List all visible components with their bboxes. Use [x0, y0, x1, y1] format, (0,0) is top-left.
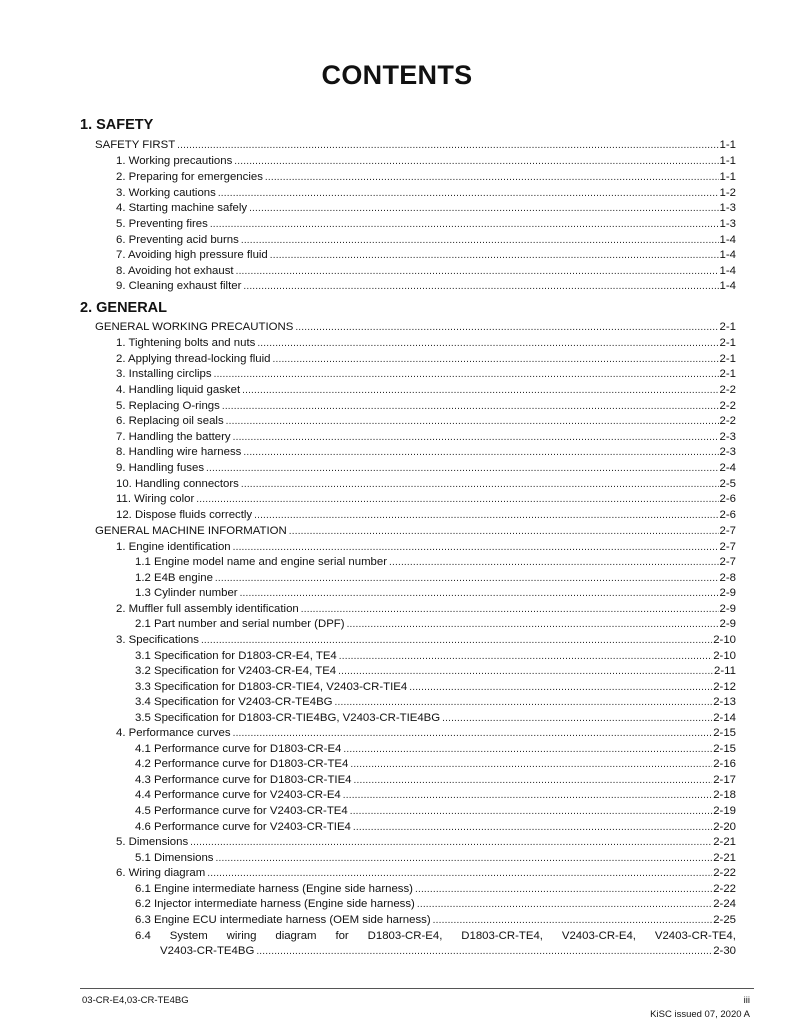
- toc-entry-label: 10. Handling connectors: [116, 478, 239, 490]
- toc-entry-page: 2-25: [713, 914, 736, 926]
- toc-entry-label: 3. Specifications: [116, 634, 199, 646]
- footer-page-number: iii: [743, 995, 750, 1006]
- toc-entry-page: 2-11: [714, 665, 736, 677]
- footer-issued: KiSC issued 07, 2020 A: [650, 1009, 750, 1020]
- dot-leader: [242, 383, 718, 398]
- toc-entry-label: 1. Working precautions: [116, 155, 233, 167]
- toc-entry-page: 2-2: [719, 384, 736, 396]
- dot-leader: [273, 352, 719, 367]
- toc-entry[interactable]: [135, 571, 736, 586]
- toc-entry-label: GENERAL MACHINE INFORMATION: [95, 525, 287, 537]
- toc-entry[interactable]: [135, 804, 736, 819]
- dot-leader: [409, 680, 712, 695]
- toc-entry-label: 3.3 Specification for D1803-CR-TIE4, V2403-CR-TIE4: [135, 681, 408, 693]
- toc-entry[interactable]: [116, 602, 736, 617]
- toc-entry[interactable]: [116, 461, 736, 476]
- toc-entry[interactable]: [116, 540, 736, 555]
- toc-entry-page: 2-1: [719, 368, 736, 380]
- toc-entry-page: 2-12: [713, 681, 736, 693]
- toc-entry[interactable]: [135, 788, 736, 803]
- dot-leader: [240, 586, 719, 601]
- toc-entry[interactable]: [116, 835, 736, 850]
- toc-entry[interactable]: [135, 680, 736, 695]
- toc-entry-page: 1-1: [719, 155, 736, 167]
- dot-leader: [295, 320, 718, 335]
- dot-leader: [216, 851, 713, 866]
- dot-leader: [347, 617, 719, 632]
- toc-entry-label: 4.6 Performance curve for V2403-CR-TIE4: [135, 821, 351, 833]
- toc-entry-page: 2-20: [713, 821, 736, 833]
- toc-entry-label: 4. Starting machine safely: [116, 202, 248, 214]
- page-title: CONTENTS: [321, 60, 473, 90]
- toc-word: wiring: [226, 930, 257, 942]
- toc-entry-page: 1-3: [719, 218, 736, 230]
- dot-leader: [249, 201, 718, 216]
- toc-entry[interactable]: [135, 851, 736, 866]
- toc-entry[interactable]: [116, 264, 736, 279]
- toc-word: V2403-CR-TE4,: [654, 930, 736, 942]
- toc-entry-label: 5. Replacing O-rings: [116, 400, 220, 412]
- toc-entry-page: 2-19: [713, 805, 736, 817]
- toc-entry-label: 4.4 Performance curve for V2403-CR-E4: [135, 789, 341, 801]
- dot-leader: [335, 695, 713, 710]
- dot-leader: [270, 248, 719, 263]
- dot-leader: [289, 524, 719, 539]
- dot-leader: [236, 264, 719, 279]
- toc-entry-label: 3. Working cautions: [116, 187, 216, 199]
- toc-entry-label: 6.2 Injector intermediate harness (Engine side harness): [135, 898, 415, 910]
- toc-entry-page: 2-16: [713, 758, 736, 770]
- toc-entry-label: 5.1 Dimensions: [135, 852, 214, 864]
- toc-entry[interactable]: [135, 711, 736, 726]
- toc-entry[interactable]: [116, 352, 736, 367]
- toc-entry-label: 2. Applying thread-locking fluid: [116, 353, 271, 365]
- toc-entry-page: 2-18: [713, 789, 736, 801]
- toc-word: D1803-CR-TE4,: [461, 930, 543, 942]
- toc-entry-page: 1-4: [719, 265, 736, 277]
- toc-entry-label: 2. Preparing for emergencies: [116, 171, 263, 183]
- section-heading-safety: 1. SAFETY: [80, 117, 154, 133]
- toc-entry-label: 8. Avoiding hot exhaust: [116, 265, 234, 277]
- toc-entry-page: 2-5: [719, 478, 736, 490]
- toc-entry-page: 2-9: [719, 618, 736, 630]
- toc-entry-page: 2-24: [713, 898, 736, 910]
- toc-entry-page: 2-9: [719, 603, 736, 615]
- toc-entry-page: 2-10: [713, 634, 736, 646]
- dot-leader: [265, 170, 719, 185]
- toc-entry[interactable]: [116, 383, 736, 398]
- dot-leader: [254, 508, 718, 523]
- dot-leader: [196, 492, 718, 507]
- toc-entry-page: 2-30: [713, 945, 736, 957]
- toc-entry[interactable]: [95, 138, 736, 153]
- toc-entry[interactable]: [135, 617, 736, 632]
- toc-entry-page: 2-21: [713, 852, 736, 864]
- toc-entry[interactable]: [116, 633, 736, 648]
- toc-entry[interactable]: [135, 897, 736, 912]
- toc-entry-page: 2-17: [713, 774, 736, 786]
- toc-entry-page: 2-21: [713, 836, 736, 848]
- footer-model-codes: 03-CR-E4,03-CR-TE4BG: [82, 995, 189, 1006]
- toc-entry-page: 2-13: [713, 696, 736, 708]
- toc-entry-page: 2-7: [719, 556, 736, 568]
- dot-leader: [210, 217, 719, 232]
- dot-leader: [207, 866, 712, 881]
- dot-leader: [354, 773, 713, 788]
- toc-entry-label: 9. Handling fuses: [116, 462, 205, 474]
- toc-entry-page: 2-8: [719, 572, 736, 584]
- toc-entry[interactable]: [116, 367, 736, 382]
- toc-entry-label: 5. Dimensions: [116, 836, 189, 848]
- toc-entry-label: 6. Wiring diagram: [116, 867, 206, 879]
- toc-entry[interactable]: [135, 820, 736, 835]
- dot-leader: [353, 820, 712, 835]
- dot-leader: [215, 571, 719, 586]
- toc-entry-page: 2-14: [713, 712, 736, 724]
- toc-entry-label: 3.1 Specification for D1803-CR-E4, TE4: [135, 650, 337, 662]
- toc-entry[interactable]: [116, 279, 736, 294]
- toc-entry-label: 12. Dispose fluids correctly: [116, 509, 253, 521]
- toc-entry-page: 2-2: [719, 400, 736, 412]
- toc-entry[interactable]: [116, 399, 736, 414]
- toc-entry-page: 2-1: [719, 337, 736, 349]
- toc-entry-label: 4.1 Performance curve for D1803-CR-E4: [135, 743, 342, 755]
- dot-leader: [442, 711, 712, 726]
- toc-entry[interactable]: [116, 430, 736, 445]
- toc-entry[interactable]: [116, 336, 736, 351]
- toc-entry[interactable]: [135, 913, 736, 928]
- toc-entry[interactable]: [116, 508, 736, 523]
- dot-leader: [243, 445, 718, 460]
- dot-leader: [257, 336, 718, 351]
- dot-leader: [241, 477, 719, 492]
- toc-entry-label: 7. Handling the battery: [116, 431, 231, 443]
- dot-leader: [206, 461, 719, 476]
- toc-entry[interactable]: [135, 757, 736, 772]
- toc-entry-label: V2403-CR-TE4BG: [160, 945, 255, 957]
- dot-leader: [226, 414, 719, 429]
- toc-entry-label: 3.2 Specification for V2403-CR-E4, TE4: [135, 665, 337, 677]
- toc-entry-page: 2-10: [713, 650, 736, 662]
- toc-entry[interactable]: [135, 586, 736, 601]
- toc-entry-page: 2-2: [719, 415, 736, 427]
- toc-entry[interactable]: [95, 524, 736, 539]
- toc-entry[interactable]: [135, 555, 736, 570]
- toc-entry-page: 1-1: [719, 139, 736, 151]
- toc-entry[interactable]: [116, 726, 736, 741]
- toc-entry-label: 3.5 Specification for D1803-CR-TIE4BG, V2403-CR-TIE4BG: [135, 712, 441, 724]
- toc-entry-label: 1.3 Cylinder number: [135, 587, 238, 599]
- toc-entry-label: 1. Engine identification: [116, 541, 231, 553]
- dot-leader: [415, 882, 712, 897]
- dot-leader: [201, 633, 712, 648]
- toc-entry-multiline-second-line[interactable]: [160, 944, 736, 959]
- toc-entry-label: 1.1 Engine model name and engine serial number: [135, 556, 388, 568]
- toc-entry-page: 2-7: [719, 525, 736, 537]
- toc-entry-label: 2. Muffler full assembly identification: [116, 603, 299, 615]
- toc-entry[interactable]: [135, 664, 736, 679]
- toc-word: for: [335, 930, 349, 942]
- toc-word: 6.4: [135, 930, 151, 942]
- toc-entry-page: 2-15: [713, 727, 736, 739]
- toc-entry-page: 2-7: [719, 541, 736, 553]
- footer-divider: [80, 988, 754, 989]
- toc-entry[interactable]: [116, 477, 736, 492]
- dot-leader: [350, 757, 712, 772]
- toc-entry-page: 1-3: [719, 202, 736, 214]
- dot-leader: [243, 279, 718, 294]
- toc-entry-page: 2-1: [719, 353, 736, 365]
- dot-leader: [301, 602, 719, 617]
- toc-entry-page: 1-4: [719, 249, 736, 261]
- toc-entry-page: 1-2: [719, 187, 736, 199]
- toc-entry-page: 2-6: [719, 493, 736, 505]
- dot-leader: [343, 788, 712, 803]
- toc-entry[interactable]: [116, 217, 736, 232]
- dot-leader: [177, 138, 718, 153]
- toc-entry-page: 1-4: [719, 234, 736, 246]
- toc-entry-label: 4. Handling liquid gasket: [116, 384, 241, 396]
- dot-leader: [190, 835, 712, 850]
- toc-entry[interactable]: [95, 320, 736, 335]
- toc-entry-page: 2-22: [713, 867, 736, 879]
- toc-entry[interactable]: [135, 742, 736, 757]
- toc-entry[interactable]: [116, 170, 736, 185]
- toc-entry-page: 1-4: [719, 280, 736, 292]
- section-heading-general: 2. GENERAL: [80, 300, 168, 316]
- toc-entry-page: 2-3: [719, 446, 736, 458]
- toc-entry[interactable]: [116, 445, 736, 460]
- toc-entry[interactable]: [116, 186, 736, 201]
- toc-entry[interactable]: [116, 492, 736, 507]
- dot-leader: [234, 154, 718, 169]
- toc-entry-label: 4.2 Performance curve for D1803-CR-TE4: [135, 758, 349, 770]
- dot-leader: [433, 913, 713, 928]
- toc-entry-page: 2-15: [713, 743, 736, 755]
- toc-entry-label: 3.4 Specification for V2403-CR-TE4BG: [135, 696, 333, 708]
- toc-entry-label: 1.2 E4B engine: [135, 572, 213, 584]
- toc-entry[interactable]: [135, 882, 736, 897]
- dot-leader: [241, 233, 719, 248]
- toc-entry[interactable]: [116, 866, 736, 881]
- toc-entry-label: 6.3 Engine ECU intermediate harness (OEM side harness): [135, 914, 431, 926]
- toc-entry-label: 7. Avoiding high pressure fluid: [116, 249, 268, 261]
- toc-entry-multiline-first-line[interactable]: [135, 929, 736, 944]
- toc-entry-label: 5. Preventing fires: [116, 218, 208, 230]
- toc-entry[interactable]: [135, 695, 736, 710]
- dot-leader: [343, 742, 712, 757]
- toc-entry-label: 6. Replacing oil seals: [116, 415, 224, 427]
- toc-entry-page: 2-1: [719, 321, 736, 333]
- toc-word: V2403-CR-E4,: [561, 930, 636, 942]
- dot-leader: [350, 804, 712, 819]
- toc-entry-label: 11. Wiring color: [116, 493, 195, 505]
- toc-entry-page: 2-6: [719, 509, 736, 521]
- toc-entry-page: 2-22: [713, 883, 736, 895]
- toc-entry-page: 2-4: [719, 462, 736, 474]
- dot-leader: [389, 555, 719, 570]
- dot-leader: [256, 944, 712, 959]
- dot-leader: [417, 897, 712, 912]
- dot-leader: [218, 186, 719, 201]
- toc-entry-label: 4. Performance curves: [116, 727, 231, 739]
- toc-entry[interactable]: [116, 201, 736, 216]
- dot-leader: [338, 664, 713, 679]
- dot-leader: [233, 540, 719, 555]
- dot-leader: [339, 649, 712, 664]
- toc-entry-label: 4.5 Performance curve for V2403-CR-TE4: [135, 805, 348, 817]
- toc-word: diagram: [275, 930, 317, 942]
- toc-entry-label: 1. Tightening bolts and nuts: [116, 337, 256, 349]
- toc-entry-label: 9. Cleaning exhaust filter: [116, 280, 242, 292]
- toc-entry[interactable]: [116, 414, 736, 429]
- toc-entry[interactable]: [135, 773, 736, 788]
- toc-entry-label: SAFETY FIRST: [95, 139, 176, 151]
- toc-entry[interactable]: [116, 154, 736, 169]
- toc-word: System: [169, 930, 208, 942]
- toc-entry-label: 6.1 Engine intermediate harness (Engine side harness): [135, 883, 413, 895]
- dot-leader: [233, 726, 713, 741]
- dot-leader: [222, 399, 719, 414]
- toc-entry-page: 2-3: [719, 431, 736, 443]
- toc-entry-page: 2-9: [719, 587, 736, 599]
- toc-word: D1803-CR-E4,: [367, 930, 443, 942]
- dot-leader: [214, 367, 719, 382]
- toc-entry[interactable]: [135, 649, 736, 664]
- dot-leader: [233, 430, 719, 445]
- toc-entry-label: 2.1 Part number and serial number (DPF): [135, 618, 345, 630]
- toc-entry-page: 1-1: [719, 171, 736, 183]
- toc-entry-label: 8. Handling wire harness: [116, 446, 242, 458]
- toc-entry[interactable]: [116, 248, 736, 263]
- toc-entry-label: 3. Installing circlips: [116, 368, 212, 380]
- toc-entry-label: GENERAL WORKING PRECAUTIONS: [95, 321, 294, 333]
- toc-entry-label: 6. Preventing acid burns: [116, 234, 239, 246]
- toc-entry[interactable]: [116, 233, 736, 248]
- toc-entry-label: 4.3 Performance curve for D1803-CR-TIE4: [135, 774, 352, 786]
